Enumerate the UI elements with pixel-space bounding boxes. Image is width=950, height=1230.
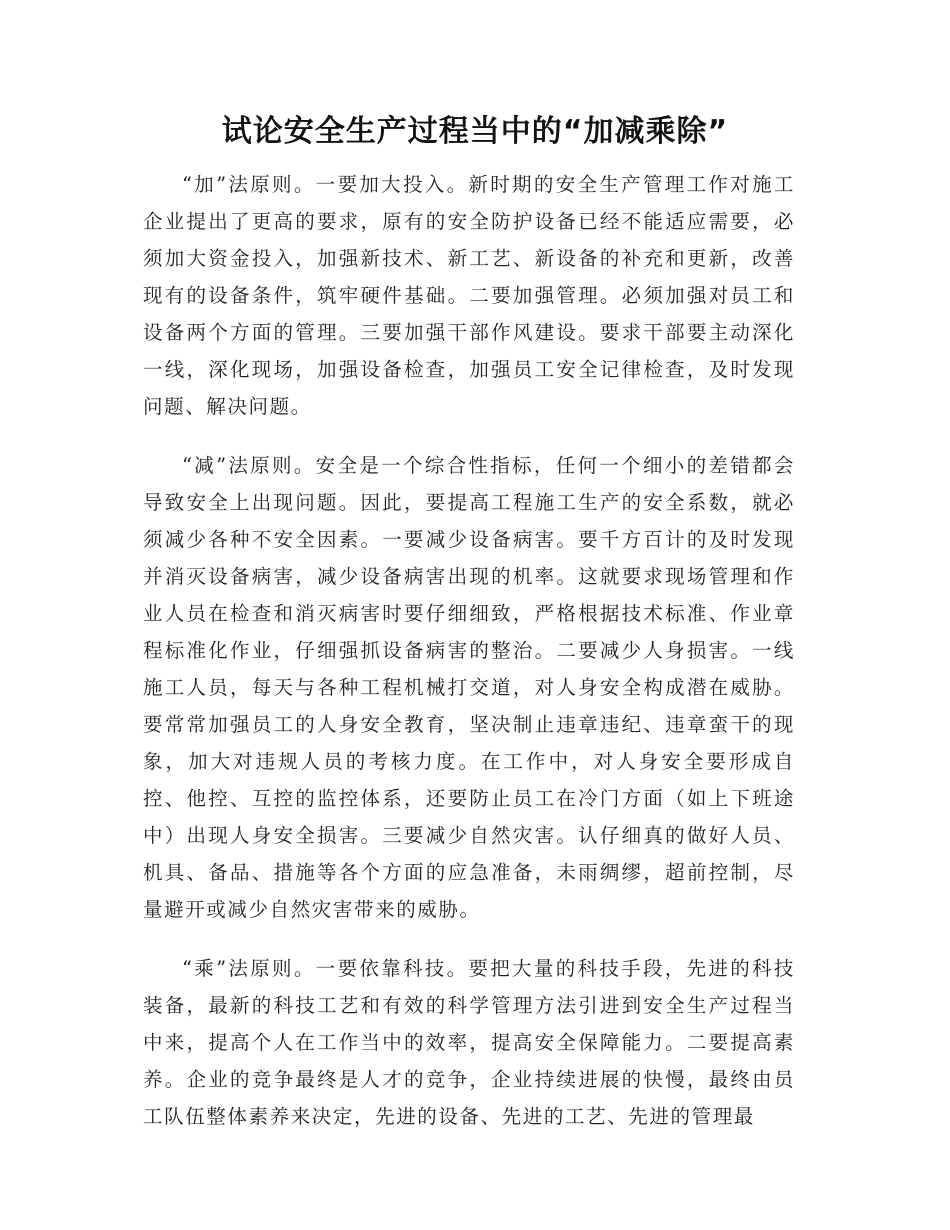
paragraph-subtraction: “减”法原则。安全是一个综合性指标，任何一个细小的差错都会导致安全上出现问题。因此，要提高工程施工生产的安全系数，就必须减少各种不安全因素。一要减少设备病害。要千方百计的及时发现并消灭设备病害，减少设备病害出现的机率。这就要求现场管理和作业人员在检查和消灭病害时要仔细细致，严格根据技术标准、作业章程标准化作业，仔细强抓设备病害的整治。二要减少人身损害。一线施工人员，每天与各种工程机械打交道，对人身安全构成潜在威胁。要常常加强员工的人身安全教育，坚决制止违章违纪、违章蛮干的现象，加大对违规人员的考核力度。在工作中，对人身安全要形成自控、他控、互控的监控体系，还要防止员工在冷门方面（如上下班途中）出现人身安全损害。三要减少自然灾害。认仔细真的做好人员、机具、备品、措施等各个方面的应急准备，未雨绸缪，超前控制，尽量避开或减少自然灾害带来的威胁。 (143, 454, 795, 921)
document-title: 试论安全生产过程当中的“加减乘除” (221, 114, 729, 149)
document-body (143, 166, 795, 1157)
paragraph-addition: “加”法原则。一要加大投入。新时期的安全生产管理工作对施工企业提出了更高的要求，原有的安全防护设备已经不能适应需要，必须加大资金投入，加强新技术、新工艺、新设备的补充和更新，改善现有的设备条件，筑牢硬件基础。二要加强管理。必须加强对员工和设备两个方面的管理。三要加强干部作风建设。要求干部要主动深化一线，深化现场，加强设备检查，加强员工安全记律检查，及时发现问题、解决问题。 (143, 173, 795, 418)
paragraph-multiplication: “乘”法原则。一要依靠科技。要把大量的科技手段，先进的科技装备，最新的科技工艺和有效的科学管理方法引进到安全生产过程当中来，提高个人在工作当中的效率，提高安全保障能力。二要提高素养。企业的竞争最终是人才的竞争，企业持续进展的快慢，最终由员工队伍整体素养来决定，先进的设备、先进的工艺、先进的管理最 (143, 957, 795, 1128)
